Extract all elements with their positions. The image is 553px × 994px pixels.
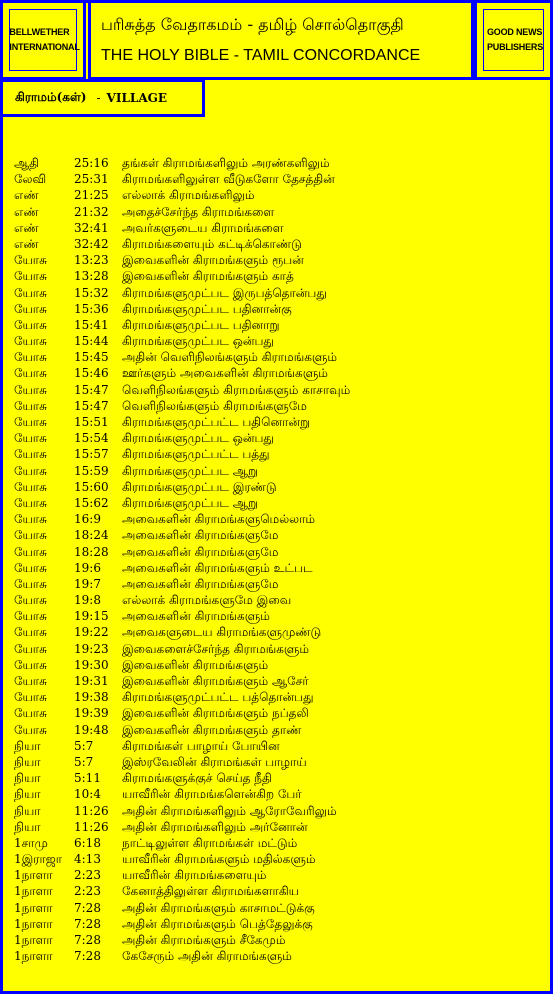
entry-reference: 19:30 (74, 657, 109, 672)
entry-reference: 7:28 (74, 916, 101, 931)
list-item (14, 851, 544, 867)
entry-text: கிராமங்களுக்குச் செய்த நீதி (122, 771, 272, 786)
entry-reference: 19:7 (74, 576, 101, 591)
entry-text: கிராமங்களிலுள்ள வீடுகளோ தேசத்தின் (122, 172, 335, 187)
entry-text: தங்கள் கிராமங்களிலும் அரண்களிலும் (122, 156, 330, 170)
topic-english: VILLAGE (106, 91, 168, 105)
title-box (88, 0, 474, 80)
entry-reference: 15:45 (74, 350, 109, 365)
entry-book: எண் (14, 204, 39, 219)
list-item (14, 398, 544, 414)
concordance-list (14, 155, 544, 964)
entry-reference: 19:48 (74, 722, 109, 737)
entry-reference: 19:8 (74, 593, 101, 608)
entry-book: யோசு (14, 576, 47, 591)
entry-book: யோசு (14, 722, 47, 737)
entry-text: அதைச்சேர்ந்த கிராமங்களை (122, 204, 275, 219)
entry-reference: 25:16 (74, 156, 109, 170)
list-item (14, 592, 544, 608)
list-item (14, 883, 544, 899)
entry-book: நியா (14, 771, 41, 786)
entry-text: இவைகளின் கிராமங்களும் காத் (122, 269, 294, 284)
list-item (14, 576, 544, 592)
list-item (14, 835, 544, 851)
list-item (14, 786, 544, 802)
entry-reference: 13:28 (74, 269, 109, 284)
entry-text: கேனாத்திலுள்ள கிராமங்களாகிய (122, 884, 299, 899)
entry-reference: 15:44 (74, 334, 109, 349)
entry-text: கிராமங்களுமுட்பட ஒன்பது (122, 334, 274, 349)
entry-text: அதின் கிராமங்களும் சீகேமும் (122, 933, 286, 947)
entry-book: யோசு (14, 495, 47, 510)
logo-right-line-2: PUBLISHERS (487, 42, 544, 52)
entry-reference: 15:51 (74, 415, 109, 429)
entry-text: அதின் கிராமங்களும் காசாமட்டுக்கு (122, 900, 315, 915)
entry-text: கிராமங்களுமுட்பட ஆறு (122, 463, 259, 478)
entry-book: யோசு (14, 415, 47, 429)
entry-reference: 15:36 (74, 301, 109, 316)
entry-reference: 10:4 (74, 787, 101, 802)
entry-text: நாட்டிலுள்ள கிராமங்கள் மட்டும் (122, 835, 298, 850)
list-item (14, 916, 544, 932)
entry-text: அவைகளின் கிராமங்களுமே (122, 528, 279, 543)
entry-text: அவைகளின் கிராமங்களும் (122, 609, 270, 624)
entry-book: எண் (14, 220, 39, 235)
entry-reference: 5:11 (74, 771, 101, 786)
entry-reference: 5:7 (74, 754, 94, 769)
entry-text: கேசேரும் அதின் கிராமங்களும் (122, 949, 292, 964)
entry-book: 1நாளா (14, 868, 53, 883)
list-item (14, 495, 544, 511)
entry-book: நியா (14, 803, 41, 818)
entry-book: லேவி (14, 172, 47, 187)
entry-text: கிராமங்களுமுட்பட ஒன்பது (122, 431, 274, 446)
entry-text: கிராமங்களுமுட்பட்ட பத்தொன்பது (122, 690, 314, 705)
list-item (14, 770, 544, 786)
entry-text: இவைகளின் கிராமங்களும் ரூபன் (122, 253, 304, 268)
list-item (14, 722, 544, 738)
entry-book: 1நாளா (14, 933, 53, 947)
entry-text: அவைகளுடைய கிராமங்களுமுண்டு (122, 625, 322, 640)
topic-heading (0, 79, 205, 117)
topic-tamil: கிராமம்(கள்) (15, 90, 87, 104)
entry-reference: 15:41 (74, 317, 109, 332)
entry-reference: 19:22 (74, 625, 109, 640)
entry-book: யோசு (14, 398, 47, 413)
list-item (14, 285, 544, 301)
entry-reference: 7:28 (74, 933, 101, 947)
list-item (14, 657, 544, 673)
entry-book: யோசு (14, 528, 47, 543)
entry-reference: 32:42 (74, 236, 109, 251)
entry-text: அவைகளின் கிராமங்களும் உட்பட (122, 560, 313, 575)
entry-reference: 15:47 (74, 398, 109, 413)
list-item (14, 301, 544, 317)
entry-text: யாவீரின் கிராமங்களையும் (122, 868, 267, 883)
logo-right (474, 0, 553, 80)
list-item (14, 754, 544, 770)
entry-reference: 7:28 (74, 900, 101, 915)
entry-text: இவைகளின் கிராமங்களும் ஆசேர் (122, 674, 309, 688)
list-item (14, 252, 544, 268)
list-item (14, 641, 544, 657)
entry-text: அதின் கிராமங்களிலும் ஆரோவேரிலும் (122, 803, 337, 818)
entry-text: அவைகளின் கிராமங்களுமெல்லாம் (122, 512, 316, 527)
entry-reference: 15:57 (74, 447, 109, 462)
entry-text: கிராமங்களையும் கட்டிக்கொண்டு (122, 236, 302, 251)
entry-text: எல்லாக் கிராமங்களிலும் (122, 188, 255, 203)
entry-book: யோசு (14, 609, 47, 624)
list-item (14, 738, 544, 754)
entry-book: யோசு (14, 625, 47, 640)
list-item (14, 544, 544, 560)
entry-text: கிராமங்களுமுட்பட இரண்டு (122, 479, 277, 494)
entry-book: யோசு (14, 334, 47, 349)
logo-left-line-2: INTERNATIONAL (9, 42, 80, 52)
list-item (14, 349, 544, 365)
entry-book: யோசு (14, 350, 47, 365)
list-item (14, 463, 544, 479)
logo-left (0, 0, 86, 80)
list-item (14, 236, 544, 252)
entry-text: வெளிநிலங்களும் கிராமங்களுமே (122, 398, 307, 413)
entry-book: யோசு (14, 593, 47, 608)
entry-text: கிராமங்களுமுட்பட்ட பதினொன்று (122, 415, 311, 429)
list-item (14, 430, 544, 446)
entry-text: வெளிநிலங்களும் கிராமங்களும் காசாவும் (122, 382, 351, 397)
entry-book: யோசு (14, 560, 47, 575)
entry-reference: 18:24 (74, 528, 109, 543)
entry-book: யோசு (14, 431, 47, 446)
entry-book: நியா (14, 738, 41, 753)
entry-text: கிராமங்களுமுட்பட பதினான்கு (122, 301, 292, 316)
entry-reference: 19:39 (74, 706, 109, 721)
entry-reference: 2:23 (74, 868, 101, 883)
entry-book: எண் (14, 188, 39, 203)
entry-book: யோசு (14, 253, 47, 268)
list-item (14, 608, 544, 624)
entry-book: யோசு (14, 285, 47, 300)
list-item (14, 268, 544, 284)
title-tamil: பரிசுத்த வேதாகமம் - தமிழ் சொல்தொகுதி (101, 15, 404, 34)
entry-book: 1நாளா (14, 884, 53, 899)
entry-book: நியா (14, 754, 41, 769)
list-item (14, 204, 544, 220)
entry-book: நியா (14, 787, 41, 802)
list-item (14, 365, 544, 381)
entry-reference: 21:32 (74, 204, 109, 219)
entry-book: யோசு (14, 382, 47, 397)
entry-book: 1நாளா (14, 900, 53, 915)
list-item (14, 446, 544, 462)
entry-text: அதின் வெளிநிலங்களும் கிராமங்களும் (122, 350, 338, 365)
entry-book: யோசு (14, 269, 47, 284)
list-item (14, 673, 544, 689)
list-item (14, 689, 544, 705)
list-item (14, 948, 544, 964)
list-item (14, 527, 544, 543)
list-item (14, 932, 544, 948)
entry-reference: 15:54 (74, 431, 109, 446)
list-item (14, 511, 544, 527)
entry-reference: 13:23 (74, 253, 109, 268)
entry-book: யோசு (14, 317, 47, 332)
entry-book: யோசு (14, 447, 47, 462)
list-item (14, 220, 544, 236)
entry-text: இவைகளின் கிராமங்களும் நப்தலி (122, 706, 309, 721)
entry-reference: 15:62 (74, 495, 109, 510)
entry-book: நியா (14, 819, 41, 834)
entry-book: யோசு (14, 690, 47, 705)
entry-book: 1நாளா (14, 916, 53, 931)
entry-text: இவைகளைச்சேர்ந்த கிராமங்களும் (122, 641, 310, 656)
list-item (14, 171, 544, 187)
entry-reference: 21:25 (74, 188, 109, 203)
entry-reference: 19:31 (74, 674, 109, 688)
entry-reference: 25:31 (74, 172, 109, 187)
entry-text: கிராமங்களுமுட்பட இருபத்தொன்பது (122, 285, 327, 300)
list-item (14, 382, 544, 398)
entry-text: கிராமங்களுமுட்பட ஆறு (122, 495, 259, 510)
entry-book: 1இராஜா (14, 852, 63, 867)
list-item (14, 479, 544, 495)
entry-reference: 19:15 (74, 609, 109, 624)
entry-book: யோசு (14, 641, 47, 656)
entry-reference: 15:60 (74, 479, 109, 494)
list-item (14, 900, 544, 916)
entry-text: யாவீரின் கிராமங்களென்கிற பேர் (122, 787, 302, 802)
entry-reference: 19:38 (74, 690, 109, 705)
entry-book: யோசு (14, 479, 47, 494)
list-item (14, 624, 544, 640)
entry-text: கிராமங்களுமுட்பட்ட பத்து (122, 447, 270, 462)
entry-text: அவைகளின் கிராமங்களுமே (122, 544, 279, 559)
entry-reference: 19:23 (74, 641, 109, 656)
entry-reference: 15:32 (74, 285, 109, 300)
title-english: THE HOLY BIBLE - TAMIL CONCORDANCE (101, 47, 421, 64)
entry-book: யோசு (14, 463, 47, 478)
entry-book: எண் (14, 236, 39, 251)
list-item (14, 155, 544, 171)
entry-text: இவைகளின் கிராமங்களும் தாண் (122, 722, 302, 737)
entry-text: அவைகளின் கிராமங்களுமே (122, 576, 279, 591)
entry-reference: 19:6 (74, 560, 101, 575)
entry-reference: 6:18 (74, 835, 101, 850)
entry-book: ஆதி (14, 156, 40, 170)
entry-book: 1சாமு (14, 835, 48, 850)
list-item (14, 414, 544, 430)
topic-separator: - (96, 91, 101, 105)
logo-left-line-1: BELLWETHER (9, 27, 70, 37)
entry-reference: 18:28 (74, 544, 109, 559)
list-item (14, 317, 544, 333)
entry-book: யோசு (14, 512, 47, 527)
entry-reference: 11:26 (74, 803, 109, 818)
entry-text: அவர்களுடைய கிராமங்களை (122, 220, 284, 235)
entry-reference: 11:26 (74, 819, 109, 834)
entry-book: யோசு (14, 544, 47, 559)
entry-text: இவைகளின் கிராமங்களும் (122, 657, 269, 672)
entry-text: யாவீரின் கிராமங்களும் மதில்களும் (122, 852, 316, 867)
entry-book: யோசு (14, 706, 47, 721)
entry-reference: 5:7 (74, 738, 94, 753)
entry-book: யோசு (14, 657, 47, 672)
entry-reference: 16:9 (74, 512, 101, 527)
entry-text: எல்லாக் கிராமங்களுமே இவை (122, 593, 292, 608)
entry-reference: 15:47 (74, 382, 109, 397)
list-item (14, 705, 544, 721)
entry-reference: 32:41 (74, 220, 109, 235)
entry-text: ஊர்களும் அவைகளின் கிராமங்களும் (122, 366, 328, 381)
list-item (14, 803, 544, 819)
entry-reference: 15:59 (74, 463, 109, 478)
list-item (14, 819, 544, 835)
entry-reference: 15:46 (74, 366, 109, 381)
entry-text: அதின் கிராமங்களும் பெத்தேலுக்கு (122, 916, 313, 931)
entry-book: 1நாளா (14, 949, 53, 964)
list-item (14, 867, 544, 883)
entry-text: கிராமங்கள் பாழாய் போயின (122, 738, 280, 753)
list-item (14, 333, 544, 349)
entry-book: யோசு (14, 366, 47, 381)
logo-right-line-1: GOOD NEWS (487, 27, 543, 37)
entry-book: யோசு (14, 301, 47, 316)
entry-text: கிராமங்களுமுட்பட பதினாறு (122, 317, 280, 332)
entry-reference: 4:13 (74, 852, 101, 867)
entry-reference: 2:23 (74, 884, 101, 899)
entry-reference: 7:28 (74, 949, 101, 964)
entry-book: யோசு (14, 674, 47, 688)
entry-text: அதின் கிராமங்களிலும் அர்னோன் (122, 819, 308, 834)
list-item (14, 187, 544, 203)
entry-text: இஸ்ரவேலின் கிராமங்கள் பாழாய் (122, 754, 307, 769)
list-item (14, 560, 544, 576)
